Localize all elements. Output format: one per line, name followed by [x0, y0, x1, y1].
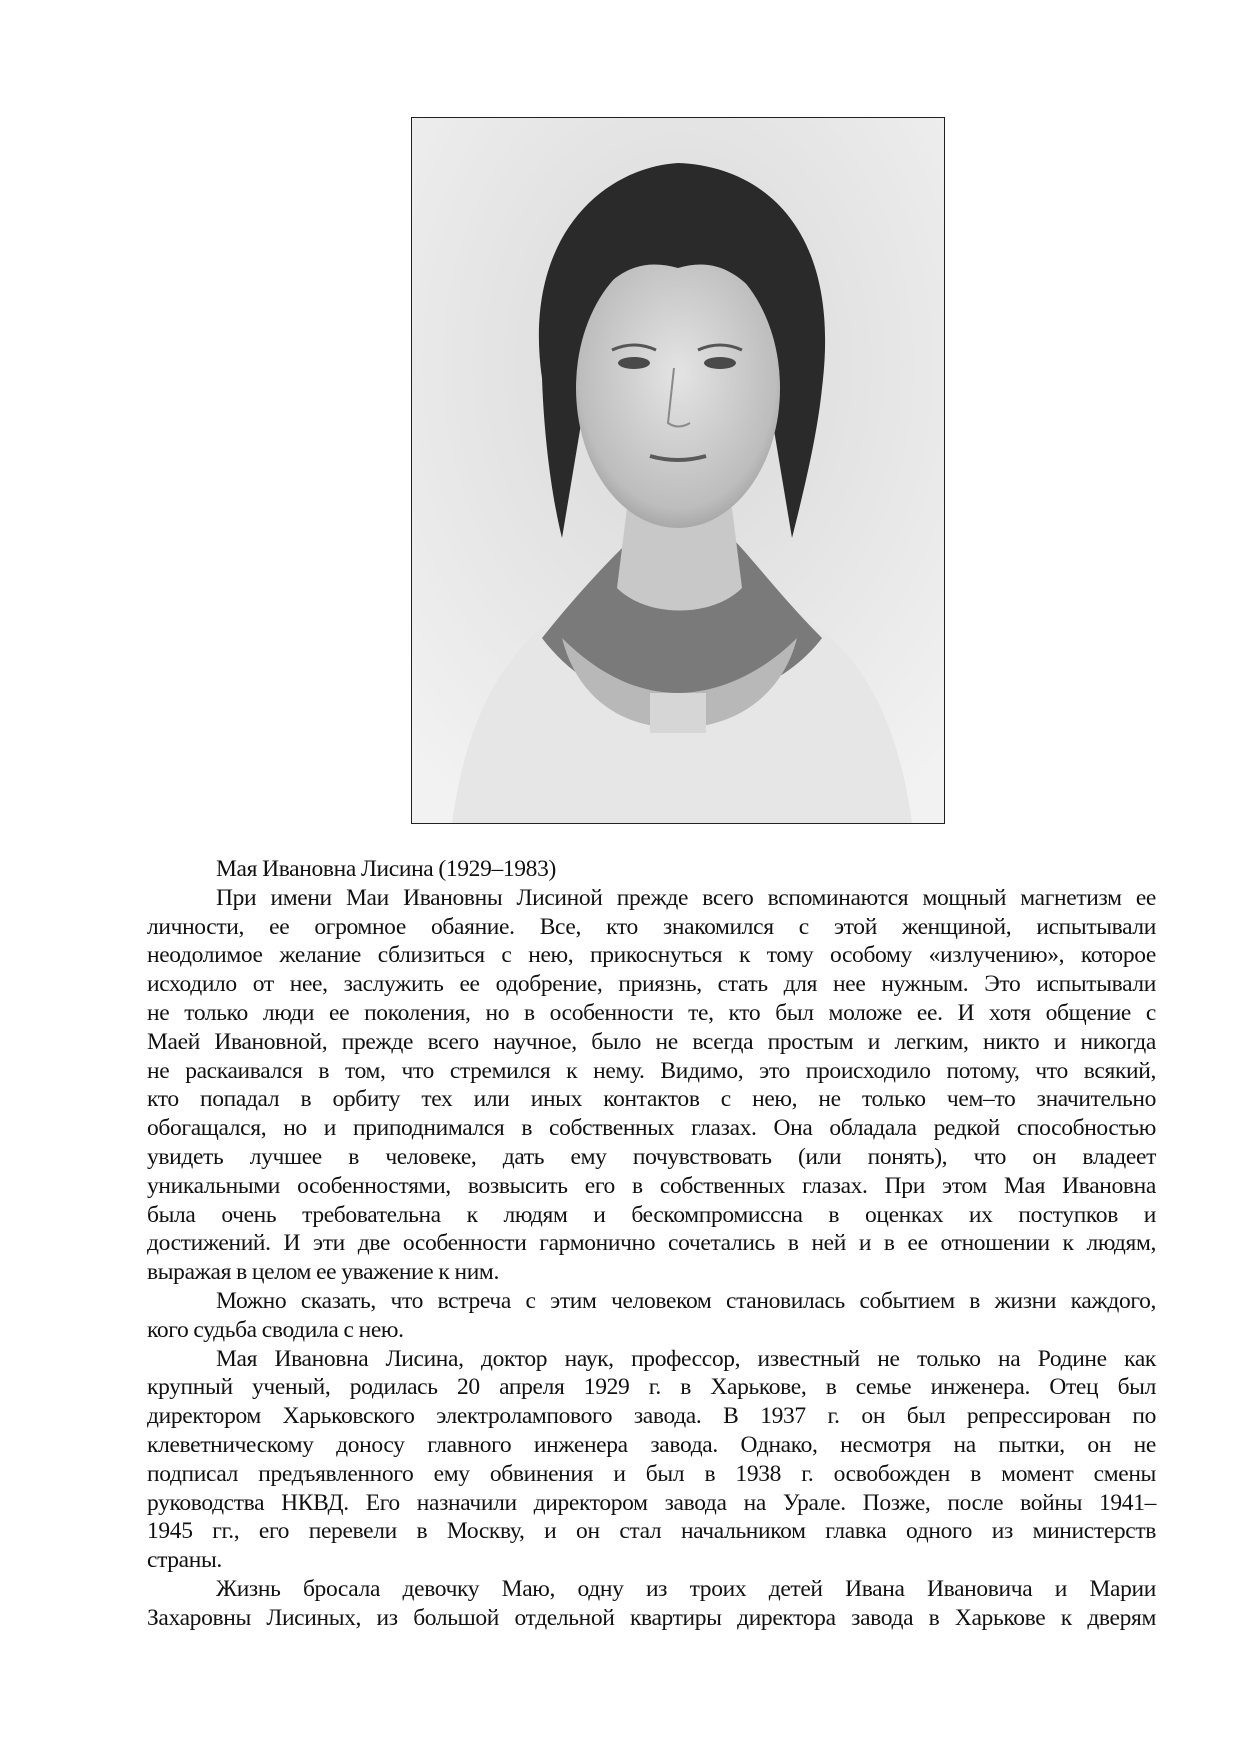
text-line: крупный ученый, родилась 20 апреля 1929 г. в Харькове, в семье инженера. Отец был: [147, 1374, 1156, 1401]
text-line: Мая Ивановна Лисина, доктор наук, профессор, известный не только на Родине как: [216, 1345, 1156, 1372]
portrait-photo: [411, 117, 945, 824]
text-line: личности, ее огромное обаяние. Все, кто знакомился с этой женщиной, испытывали: [147, 913, 1156, 940]
text-line: Захаровны Лисиных, из большой отдельной квартиры директора завода в Харькове к дверям: [147, 1604, 1156, 1631]
text-line: кто попадал в орбиту тех или иных контактов с нею, не только чем–то значительно: [147, 1086, 1156, 1113]
text-line: обогащался, но и приподнимался в собственных глазах. Она обладала редкой способностью: [147, 1115, 1156, 1142]
paragraph: [147, 1575, 1156, 1633]
text-line: не только люди ее поколения, но в особенности те, кто был моложе ее. И хотя общение с: [147, 999, 1156, 1026]
text-line: директором Харьковского электролампового завода. В 1937 г. он был репрессирован по: [147, 1403, 1156, 1430]
paragraph: [147, 1345, 1156, 1575]
paragraphs: [147, 884, 1156, 1633]
text-line: кого судьба сводила с нею.: [147, 1316, 404, 1343]
text-line: При имени Маи Ивановны Лисиной прежде всего вспоминаются мощный магнетизм ее: [216, 884, 1156, 911]
text-line: Жизнь бросала девочку Маю, одну из троих детей Ивана Ивановича и Марии: [216, 1575, 1156, 1602]
text-line: руководства НКВД. Его назначили директором завода на Урале. Позже, после войны 1941–: [147, 1489, 1156, 1516]
text-line: 1945 гг., его перевели в Москву, и он стал начальником главка одного из министерств: [147, 1518, 1156, 1545]
portrait-image: [412, 118, 944, 823]
text-line: выражая в целом ее уважение к ним.: [147, 1259, 499, 1286]
paragraph: [147, 884, 1156, 1287]
text-line: уникальными особенностями, возвысить его в собственных глазах. При этом Мая Ивановна: [147, 1172, 1156, 1199]
text-line: увидеть лучшее в человеке, дать ему почувствовать (или понять), что он владеет: [147, 1143, 1156, 1170]
text-line: подписал предъявленного ему обвинения и был в 1938 г. освобожден в момент смены: [147, 1460, 1156, 1487]
text-line: клеветническому доносу главного инженера завода. Однако, несмотря на пытки, он не: [147, 1431, 1156, 1458]
text-line: исходило от нее, заслужить ее одобрение, приязнь, стать для нее нужным. Это испытывали: [147, 971, 1156, 998]
text-line: достижений. И эти две особенности гармонично сочетались в ней и в ее отношении к людям,: [147, 1230, 1156, 1257]
text-line: страны.: [147, 1547, 222, 1574]
text-line: была очень требовательна к людям и бескомпромиссна в оценках их поступков и: [147, 1201, 1156, 1228]
paragraph: [147, 1287, 1156, 1345]
text-line: неодолимое желание сблизиться с нею, прикоснуться к тому особому «излучению», которое: [147, 942, 1156, 969]
text-line: Можно сказать, что встреча с этим человеком становилась событием в жизни каждого,: [216, 1287, 1156, 1314]
document-body: [147, 855, 1156, 1633]
photo-caption: Мая Ивановна Лисина (1929–1983): [216, 856, 556, 882]
text-line: не раскаивался в том, что стремился к нему. Видимо, это происходило потому, что всякий,: [147, 1057, 1156, 1084]
text-line: Маей Ивановной, прежде всего научное, было не всегда простым и легким, никто и никогда: [147, 1028, 1156, 1055]
